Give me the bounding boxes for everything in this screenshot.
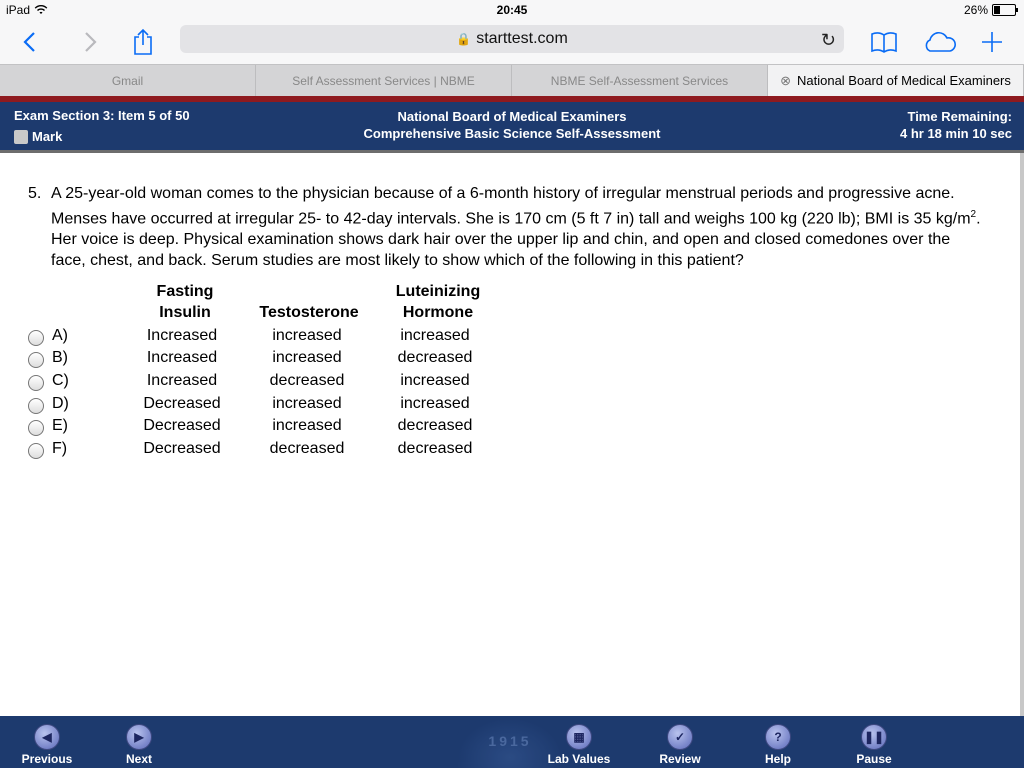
mark-label: Mark [32,129,63,144]
checkmark-icon: ✓ [667,724,693,750]
close-tab-icon[interactable]: ⊗ [780,72,791,88]
previous-button[interactable] [12,724,82,766]
back-icon[interactable] [22,25,36,59]
review-label: Review [659,752,701,766]
exam-title: Comprehensive Basic Science Self-Assessment [363,126,661,141]
next-label: Next [125,752,152,766]
cell-insulin: Increased [146,349,218,366]
exam-header [0,102,1024,150]
header-line: Luteinizing [395,283,481,300]
option-letter: F) [52,440,68,457]
bookmarks-icon[interactable] [870,25,898,59]
question-panel [0,153,1020,716]
seal-text: 1915 [488,733,532,749]
previous-label: Previous [21,752,73,766]
tab-label: Gmail [111,73,144,88]
lock-icon: 🔒 [456,32,472,46]
forward-icon[interactable] [84,25,98,59]
next-button[interactable] [104,724,174,766]
exam-org: National Board of Medical Examiners [397,109,627,124]
time-remaining: 4 hr 18 min 10 sec [899,126,1012,141]
clock: 20:45 [496,3,528,17]
icloud-tabs-icon[interactable] [922,25,958,59]
cell-testosterone: increased [272,417,342,434]
radio-button[interactable] [28,330,44,346]
header-line [252,281,366,302]
question-text-part: A 25-year-old woman comes to the physician because of a 6-month history of irregular menstrual periods and progressive acne. Menses have occurred at irregular 25- to 42-day intervals. She is 170 cm (5 ft 7 in) tall and weighs 100 kg (220 lb); BMI is 35 kg/m [51,185,971,228]
cell-testosterone: increased [272,395,342,412]
tab-gmail[interactable] [0,65,256,96]
radio-button[interactable] [28,352,44,368]
tab-label: NBME Self-Assessment Services [550,73,729,88]
lab-values-button[interactable] [544,724,614,766]
browser-toolbar [0,20,1024,64]
help-label: Help [764,752,791,766]
radio-button[interactable] [28,375,44,391]
review-button[interactable] [645,724,715,766]
cell-testosterone: decreased [269,372,345,389]
superscript: 2 [970,209,977,220]
header-line: Testosterone [259,304,359,321]
cell-lh: decreased [397,349,473,366]
radio-button[interactable] [28,443,44,459]
option-letter: C) [52,372,69,389]
cell-lh: decreased [397,417,473,434]
cell-testosterone: increased [272,349,342,366]
radio-button[interactable] [28,420,44,436]
tab-label: National Board of Medical Examiners [797,73,1011,88]
device-name: iPad [6,3,31,17]
scrollbar[interactable] [1020,153,1024,716]
header-line: Hormone [402,304,474,321]
column-header-lh [388,281,488,323]
column-header-testosterone [252,281,366,323]
address-bar[interactable] [180,25,844,53]
cell-insulin: Decreased [143,395,221,412]
cell-lh: increased [400,327,470,344]
cell-testosterone: increased [272,327,342,344]
share-icon[interactable] [132,25,154,59]
question-text-part: . Her voice is deep. Physical examination shows dark hair over the upper lip and chin, and open and closed comedones over the face, chest, and back. Serum studies are most likely to show which of the following in this patient? [51,210,981,270]
help-button[interactable] [743,724,813,766]
cell-testosterone: decreased [269,440,345,457]
tab-label: Self Assessment Services | NBME [292,73,475,88]
cell-lh: increased [400,372,470,389]
tab-nbme-active[interactable] [768,65,1024,96]
cell-lh: decreased [397,440,473,457]
option-letter: E) [52,417,68,434]
bottom-navigation [0,716,1024,768]
tab-bar [0,64,1024,96]
tab-nbme-self-assessment[interactable] [512,65,768,96]
cell-insulin: Increased [146,372,218,389]
tab-self-assessment-services[interactable] [256,65,512,96]
ios-status-bar [0,0,1024,20]
url-text: starttest.com [476,30,568,47]
radio-button[interactable] [28,398,44,414]
reload-icon[interactable]: ↻ [820,30,836,50]
option-letter: A) [52,327,68,344]
cell-insulin: Increased [146,327,218,344]
pause-button[interactable] [839,724,909,766]
cell-lh: increased [400,395,470,412]
header-line: Insulin [159,304,211,321]
lab-values-label: Lab Values [547,752,611,766]
battery-icon [992,4,1016,16]
new-tab-icon[interactable] [980,25,1004,59]
time-label: Time Remaining: [907,109,1012,124]
header-line: Fasting [156,283,214,300]
help-icon: ? [765,724,791,750]
lab-values-icon: ▦ [566,724,592,750]
cell-insulin: Decreased [143,440,221,457]
battery-percent: 26% [963,3,988,17]
column-header-insulin [145,281,225,323]
option-letter: D) [52,395,69,412]
option-letter: B) [52,349,68,366]
question-text [51,183,988,271]
cell-insulin: Decreased [143,417,221,434]
pause-icon: ❚❚ [861,724,887,750]
pause-label: Pause [856,752,892,766]
question-stem [28,183,988,271]
previous-icon: ◀ [34,724,60,750]
next-icon: ▶ [126,724,152,750]
question-number: 5. [28,185,42,202]
exam-section: Exam Section 3: Item 5 of 50 [14,108,190,123]
